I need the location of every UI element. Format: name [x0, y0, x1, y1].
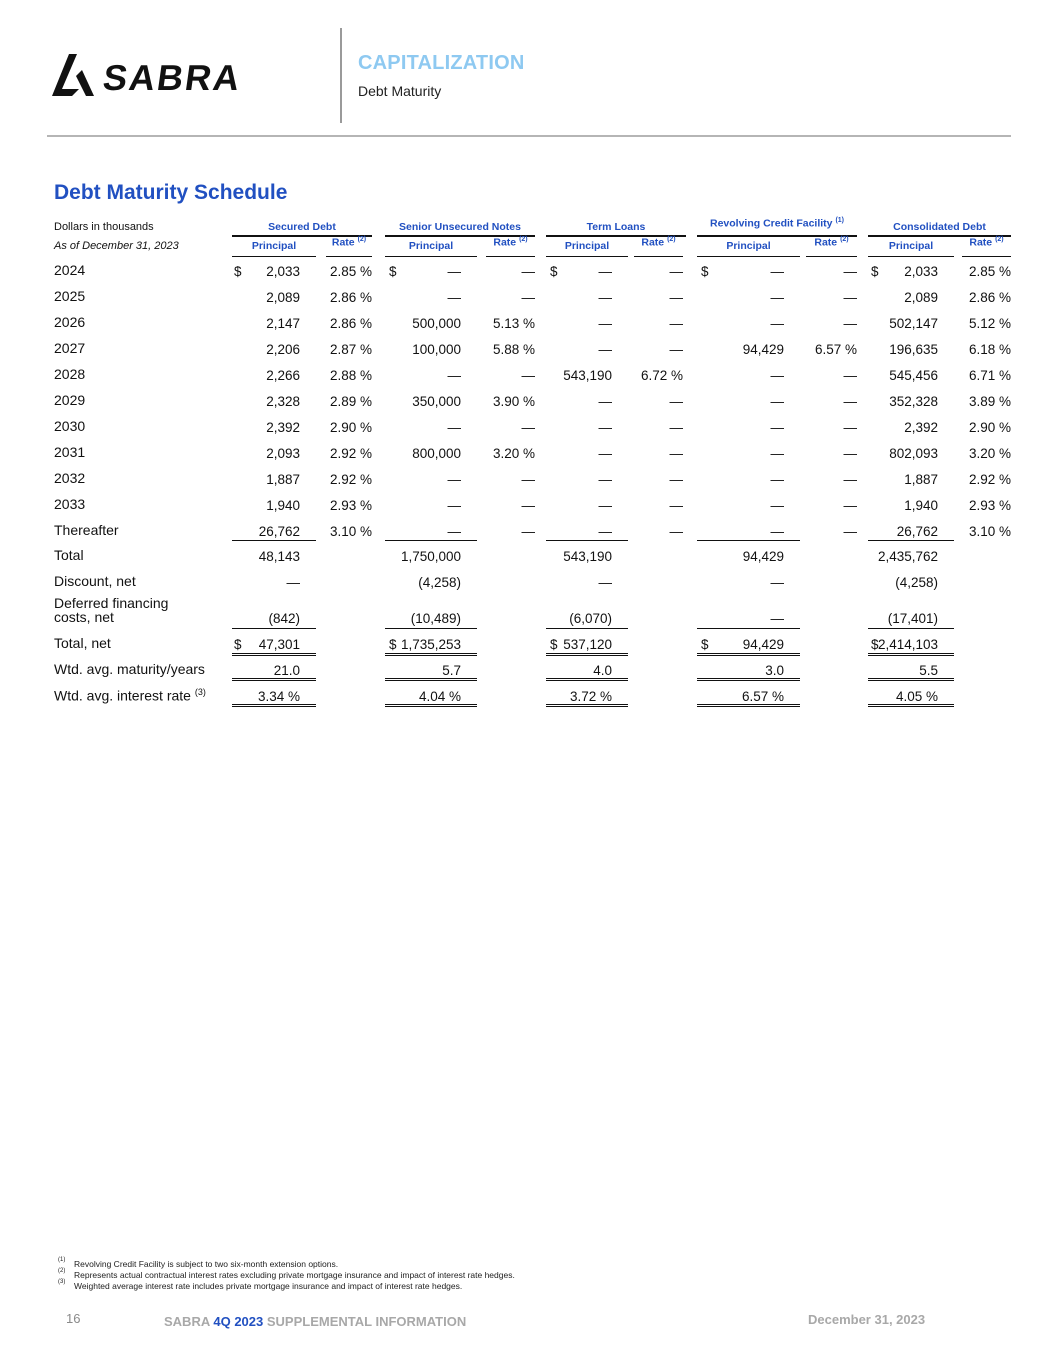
- double-rule: [385, 653, 477, 656]
- summary-cell: 5.5: [919, 663, 938, 678]
- row-label: Thereafter: [54, 522, 119, 538]
- subheader-rule: [546, 256, 628, 257]
- rate-cell: —: [843, 498, 857, 513]
- principal-header: Principal: [888, 240, 934, 252]
- row-label-text: Wtd. avg. interest rate: [54, 687, 191, 704]
- principal-cell: 502,147: [889, 316, 938, 331]
- principal-cell: —: [770, 524, 784, 539]
- rate-cell: 2.92 %: [329, 472, 372, 487]
- double-rule: [868, 678, 954, 681]
- subheader-rule: [868, 256, 954, 257]
- principal-cell: —: [447, 264, 461, 279]
- principal-cell: —: [447, 290, 461, 305]
- rate-header: [962, 236, 1011, 249]
- rate-header: [806, 236, 857, 249]
- rate-cell: —: [669, 498, 683, 513]
- net-rule: [232, 628, 316, 629]
- principal-cell: —: [598, 472, 612, 487]
- rate-cell: 2.87 %: [329, 342, 372, 357]
- principal-cell: 1,940: [904, 498, 938, 513]
- principal-cell: 500,000: [412, 316, 461, 331]
- principal-cell: 350,000: [412, 394, 461, 409]
- principal-cell: 196,635: [889, 342, 938, 357]
- rate-cell: —: [669, 446, 683, 461]
- group-header-secured-debt: Secured Debt: [268, 221, 336, 233]
- row-label: 2028: [54, 366, 86, 382]
- rate-cell: —: [669, 342, 683, 357]
- row-label: Total, net: [54, 635, 111, 651]
- rate-header: [634, 236, 683, 249]
- page-number: 16: [66, 1311, 81, 1326]
- subtotal-rule: [697, 540, 800, 541]
- rate-cell: —: [521, 264, 535, 279]
- subheader-rule: [486, 256, 535, 257]
- summary-cell: —: [770, 575, 784, 590]
- row-label: Deferred financing: [54, 595, 169, 611]
- rate-cell: 2.85 %: [329, 264, 372, 279]
- net-rule: [868, 628, 954, 629]
- summary-cell: 3.34 %: [257, 689, 300, 704]
- row-label: 2029: [54, 392, 86, 408]
- summary-cell: (6,070): [569, 611, 612, 626]
- principal-cell: —: [770, 446, 784, 461]
- principal-cell: 2,392: [904, 420, 938, 435]
- summary-cell: 543,190: [563, 549, 612, 564]
- summary-cell: —: [598, 575, 612, 590]
- subtotal-rule: [232, 540, 316, 541]
- rate-cell: 5.88 %: [492, 342, 535, 357]
- currency-symbol: $: [389, 637, 397, 652]
- rate-cell: —: [669, 524, 683, 539]
- rate-cell: 2.93 %: [329, 498, 372, 513]
- rate-cell: —: [521, 472, 535, 487]
- subtotal-rule: [385, 540, 477, 541]
- double-rule: [697, 704, 800, 707]
- net-rule: [385, 628, 477, 629]
- principal-cell: —: [770, 290, 784, 305]
- group-header-term-loans: Term Loans: [586, 221, 646, 233]
- double-rule: [232, 653, 316, 656]
- sabra-logo: [52, 52, 297, 100]
- rate-header: [486, 236, 535, 249]
- row-label: 2030: [54, 418, 86, 434]
- rate-cell: —: [521, 368, 535, 383]
- section-title: CAPITALIZATION: [358, 52, 525, 74]
- table-title: Debt Maturity Schedule: [54, 181, 288, 204]
- rate-cell: —: [521, 290, 535, 305]
- principal-cell: 1,940: [266, 498, 300, 513]
- rate-cell: 5.13 %: [492, 316, 535, 331]
- principal-cell: 2,089: [266, 290, 300, 305]
- rate-cell: 6.57 %: [814, 342, 857, 357]
- row-label: 2027: [54, 340, 86, 356]
- rate-cell: 2.90 %: [968, 420, 1011, 435]
- principal-cell: 26,762: [258, 524, 300, 539]
- double-rule: [546, 704, 628, 707]
- rate-cell: 6.72 %: [640, 368, 683, 383]
- section-subtitle: Debt Maturity: [358, 83, 442, 99]
- principal-cell: 2,266: [266, 368, 300, 383]
- double-rule: [697, 678, 800, 681]
- currency-symbol: $: [550, 264, 558, 279]
- double-rule: [385, 704, 477, 707]
- principal-cell: —: [598, 264, 612, 279]
- rate-cell: 3.10 %: [329, 524, 372, 539]
- rate-cell: —: [521, 498, 535, 513]
- rate-cell: 2.85 %: [968, 264, 1011, 279]
- summary-cell: 1,735,253: [400, 637, 461, 652]
- subtotal-rule: [546, 540, 628, 541]
- row-label: 2026: [54, 314, 86, 330]
- rate-cell: —: [843, 394, 857, 409]
- double-rule: [546, 678, 628, 681]
- summary-cell: 48,143: [258, 549, 300, 564]
- summary-cell: 3.0: [765, 663, 784, 678]
- rate-cell: 2.86 %: [329, 290, 372, 305]
- rate-cell: —: [521, 524, 535, 539]
- double-rule: [868, 704, 954, 707]
- group-header-revolving-credit: Revolving Credit Facility $^{(1)}$: [709, 217, 844, 230]
- rate-header: [326, 236, 372, 249]
- principal-cell: 352,328: [889, 394, 938, 409]
- rate-cell: 3.20 %: [968, 446, 1011, 461]
- footnote-mark: (1): [58, 1257, 66, 1263]
- principal-cell: —: [447, 524, 461, 539]
- principal-cell: 94,429: [742, 342, 784, 357]
- double-rule: [232, 704, 316, 707]
- principal-cell: 1,887: [266, 472, 300, 487]
- rate-cell: —: [843, 524, 857, 539]
- principal-header: Principal: [564, 240, 610, 252]
- principal-cell: 545,456: [889, 368, 938, 383]
- currency-symbol: $: [871, 637, 879, 652]
- footnote-mark: (2): [58, 1268, 66, 1274]
- subheader-rule: [962, 256, 1011, 257]
- rate-cell: 3.90 %: [492, 394, 535, 409]
- footnote-mark: (3): [58, 1279, 66, 1285]
- svg-text:SABRA: SABRA: [100, 57, 245, 98]
- principal-cell: —: [770, 316, 784, 331]
- principal-cell: 100,000: [412, 342, 461, 357]
- subheader-rule: [806, 256, 857, 257]
- row-label: 2025: [54, 288, 86, 304]
- footnote-3: Weighted average interest rate includes private mortgage insurance and impact of interest rate hedges.: [74, 1281, 463, 1291]
- rate-cell: —: [843, 420, 857, 435]
- principal-cell: —: [598, 446, 612, 461]
- rate-footnote-mark: (2): [519, 236, 528, 243]
- rate-cell: —: [843, 368, 857, 383]
- row-label: 2032: [54, 470, 86, 486]
- rate-header-label: Rate: [493, 236, 517, 249]
- footer-title: SABRA 4Q 2023 SUPPLEMENTAL INFORMATION: [164, 1314, 467, 1329]
- principal-cell: —: [770, 368, 784, 383]
- summary-cell: 6.57 %: [741, 689, 784, 704]
- rate-footnote-mark: (2): [840, 236, 849, 243]
- rate-cell: 2.86 %: [968, 290, 1011, 305]
- rate-cell: —: [669, 316, 683, 331]
- rate-cell: —: [669, 264, 683, 279]
- summary-cell: 5.7: [442, 663, 461, 678]
- row-label: 2024: [54, 262, 86, 278]
- double-rule: [385, 678, 477, 681]
- principal-cell: 2,328: [266, 394, 300, 409]
- rate-cell: —: [521, 420, 535, 435]
- summary-cell: 3.72 %: [569, 689, 612, 704]
- subtotal-rule: [868, 540, 954, 541]
- summary-cell: 94,429: [742, 549, 784, 564]
- rate-cell: 2.90 %: [329, 420, 372, 435]
- double-rule: [868, 653, 954, 656]
- principal-cell: —: [770, 264, 784, 279]
- rate-cell: 3.89 %: [968, 394, 1011, 409]
- summary-cell: (17,401): [887, 611, 938, 626]
- summary-cell: (10,489): [410, 611, 461, 626]
- principal-cell: 2,392: [266, 420, 300, 435]
- sabra-logo-icon: [52, 52, 297, 100]
- principal-cell: 2,089: [904, 290, 938, 305]
- principal-cell: 2,033: [904, 264, 938, 279]
- subheader-rule: [232, 256, 316, 257]
- principal-cell: 2,147: [266, 316, 300, 331]
- principal-cell: —: [598, 498, 612, 513]
- summary-cell: 4.04 %: [418, 689, 461, 704]
- row-label: [54, 687, 206, 704]
- as-of-note: As of December 31, 2023: [54, 240, 179, 252]
- net-rule: [697, 628, 800, 629]
- summary-cell: 94,429: [742, 637, 784, 652]
- rate-cell: 2.88 %: [329, 368, 372, 383]
- currency-symbol: $: [234, 637, 242, 652]
- summary-cell: 4.0: [593, 663, 612, 678]
- principal-cell: 800,000: [412, 446, 461, 461]
- subheader-rule: [385, 256, 477, 257]
- currency-symbol: $: [234, 264, 242, 279]
- principal-cell: 2,206: [266, 342, 300, 357]
- net-rule: [546, 628, 628, 629]
- principal-header: Principal: [251, 240, 297, 252]
- principal-cell: —: [770, 472, 784, 487]
- rate-footnote-mark: (2): [357, 236, 367, 243]
- rate-cell: —: [843, 290, 857, 305]
- rate-footnote-mark: (2): [995, 236, 1004, 243]
- principal-cell: —: [598, 316, 612, 331]
- principal-cell: —: [447, 368, 461, 383]
- rate-header-label: Rate: [814, 236, 838, 249]
- units-note: Dollars in thousands: [54, 221, 154, 233]
- principal-cell: 1,887: [904, 472, 938, 487]
- rate-cell: —: [843, 316, 857, 331]
- subheader-rule: [697, 256, 800, 257]
- rate-header-label: Rate: [331, 236, 355, 249]
- row-label: costs, net: [54, 609, 114, 625]
- principal-cell: —: [598, 420, 612, 435]
- rate-cell: 6.71 %: [968, 368, 1011, 383]
- summary-cell: 4.05 %: [895, 689, 938, 704]
- rate-cell: 6.18 %: [968, 342, 1011, 357]
- rate-cell: —: [669, 472, 683, 487]
- principal-cell: 26,762: [896, 524, 938, 539]
- principal-header: Principal: [408, 240, 454, 252]
- currency-symbol: $: [389, 264, 397, 279]
- summary-cell: 1,750,000: [400, 549, 461, 564]
- row-label: 2031: [54, 444, 86, 460]
- row-label: 2033: [54, 496, 86, 512]
- principal-cell: —: [598, 394, 612, 409]
- rate-header-label: Rate: [969, 236, 993, 249]
- principal-cell: 2,093: [266, 446, 300, 461]
- currency-symbol: $: [550, 637, 558, 652]
- rate-cell: 5.12 %: [968, 316, 1011, 331]
- principal-cell: —: [770, 498, 784, 513]
- summary-cell: 2,435,762: [877, 549, 938, 564]
- rate-header-label: Rate: [641, 236, 665, 249]
- footnote-1: Revolving Credit Facility is subject to two six-month extension options.: [74, 1259, 339, 1269]
- currency-symbol: $: [701, 264, 709, 279]
- row-label: Discount, net: [54, 573, 136, 589]
- summary-cell: 47,301: [258, 637, 300, 652]
- principal-cell: —: [598, 342, 612, 357]
- rate-cell: —: [669, 290, 683, 305]
- summary-cell: —: [770, 611, 784, 626]
- rate-cell: 3.20 %: [492, 446, 535, 461]
- principal-cell: —: [447, 498, 461, 513]
- currency-symbol: $: [871, 264, 879, 279]
- principal-cell: —: [598, 524, 612, 539]
- header-divider: [340, 28, 342, 123]
- rate-cell: 2.92 %: [329, 446, 372, 461]
- rate-cell: 2.86 %: [329, 316, 372, 331]
- rate-cell: —: [669, 394, 683, 409]
- principal-cell: —: [770, 420, 784, 435]
- principal-cell: —: [447, 420, 461, 435]
- double-rule: [546, 653, 628, 656]
- subheader-rule: [326, 256, 372, 257]
- rate-footnote-mark: (2): [667, 236, 676, 243]
- principal-header: Principal: [726, 240, 771, 252]
- principal-cell: —: [447, 472, 461, 487]
- rate-cell: —: [669, 420, 683, 435]
- principal-cell: —: [598, 290, 612, 305]
- summary-cell: 21.0: [273, 663, 300, 678]
- rate-cell: 2.92 %: [968, 472, 1011, 487]
- row-label: Total: [54, 547, 84, 563]
- rate-cell: 2.89 %: [329, 394, 372, 409]
- footnote-mark: (3): [194, 687, 206, 697]
- summary-cell: 2,414,103: [877, 637, 938, 652]
- summary-cell: —: [286, 575, 300, 590]
- rate-cell: 3.10 %: [968, 524, 1011, 539]
- principal-cell: 2,033: [266, 264, 300, 279]
- rate-cell: —: [843, 264, 857, 279]
- principal-cell: 802,093: [889, 446, 938, 461]
- double-rule: [232, 678, 316, 681]
- principal-cell: 543,190: [563, 368, 612, 383]
- summary-cell: 537,120: [563, 637, 612, 652]
- group-header-consolidated: Consolidated Debt: [893, 221, 986, 233]
- row-label: Wtd. avg. maturity/years: [54, 661, 205, 677]
- footer-date: December 31, 2023: [808, 1312, 926, 1327]
- group-header-senior-notes: Senior Unsecured Notes: [399, 221, 521, 233]
- principal-cell: —: [770, 394, 784, 409]
- rate-cell: —: [843, 446, 857, 461]
- rate-cell: 2.93 %: [968, 498, 1011, 513]
- summary-cell: (4,258): [895, 575, 938, 590]
- subheader-rule: [634, 256, 683, 257]
- rate-cell: —: [843, 472, 857, 487]
- currency-symbol: $: [701, 637, 709, 652]
- header-rule: [47, 135, 1011, 137]
- summary-cell: (842): [268, 611, 300, 626]
- double-rule: [697, 653, 800, 656]
- summary-cell: (4,258): [418, 575, 461, 590]
- footnote-2: Represents actual contractual interest rates excluding private mortgage insurance and impact of interest rate hedges.: [74, 1270, 515, 1280]
